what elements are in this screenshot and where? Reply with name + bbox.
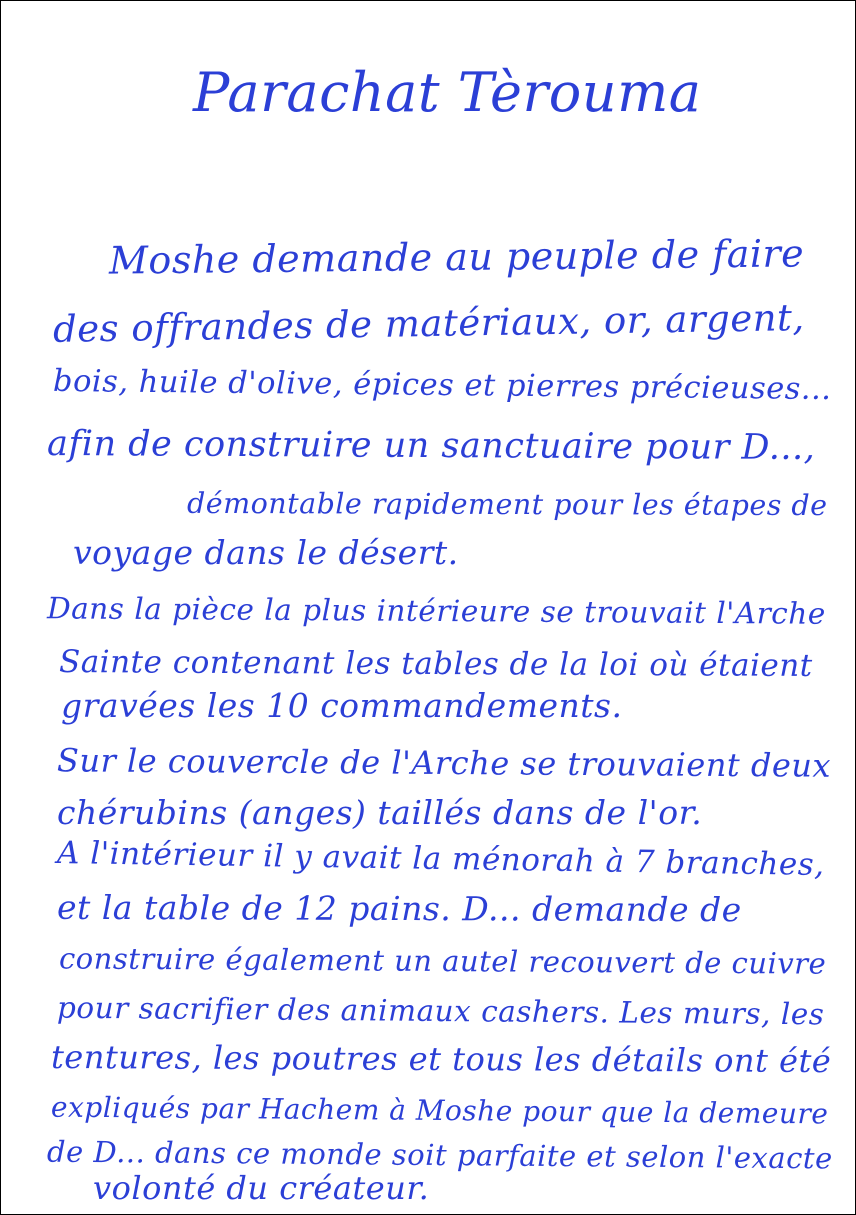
page-title: Parachat Tèrouma <box>193 61 702 124</box>
text-line: Sur le couvercle de l'Arche se trouvaient deux <box>56 741 832 785</box>
text-line: Sainte contenant les tables de la loi où étaient <box>58 644 813 684</box>
text-line: et la table de 12 pains. D... demande de <box>56 887 742 930</box>
text-line: bois, huile d'olive, épices et pierres précieuses... <box>52 363 832 408</box>
text-line: de D... dans ce monde soit parfaite et selon l'exacte <box>46 1134 833 1176</box>
text-line: gravées les 10 commandements. <box>61 686 623 725</box>
text-line: Dans la pièce la plus intérieure se trouvait l'Arche <box>46 591 826 631</box>
text-line: chérubins (anges) taillés dans de l'or. <box>57 793 703 832</box>
text-line: expliqués par Hachem à Moshe pour que la demeure <box>50 1090 829 1131</box>
text-line: tentures, les poutres et tous les détails ont été <box>50 1037 832 1081</box>
text-line: construire également un autel recouvert de cuivre <box>58 941 827 981</box>
text-line: des offrandes de matériaux, or, argent, <box>52 296 805 351</box>
text-line: volonté du créateur. <box>93 1169 430 1207</box>
text-line: A l'intérieur il y avait la ménorah à 7 branches, <box>56 834 825 884</box>
text-line: pour sacrifier des animaux cashers. Les murs, les <box>56 990 825 1032</box>
text-line: voyage dans le désert. <box>73 533 459 572</box>
text-line: Moshe demande au peuple de faire <box>108 231 805 283</box>
text-line: afin de construire un sanctuaire pour D..., <box>46 423 816 469</box>
text-line: démontable rapidement pour les étapes de <box>186 486 828 523</box>
